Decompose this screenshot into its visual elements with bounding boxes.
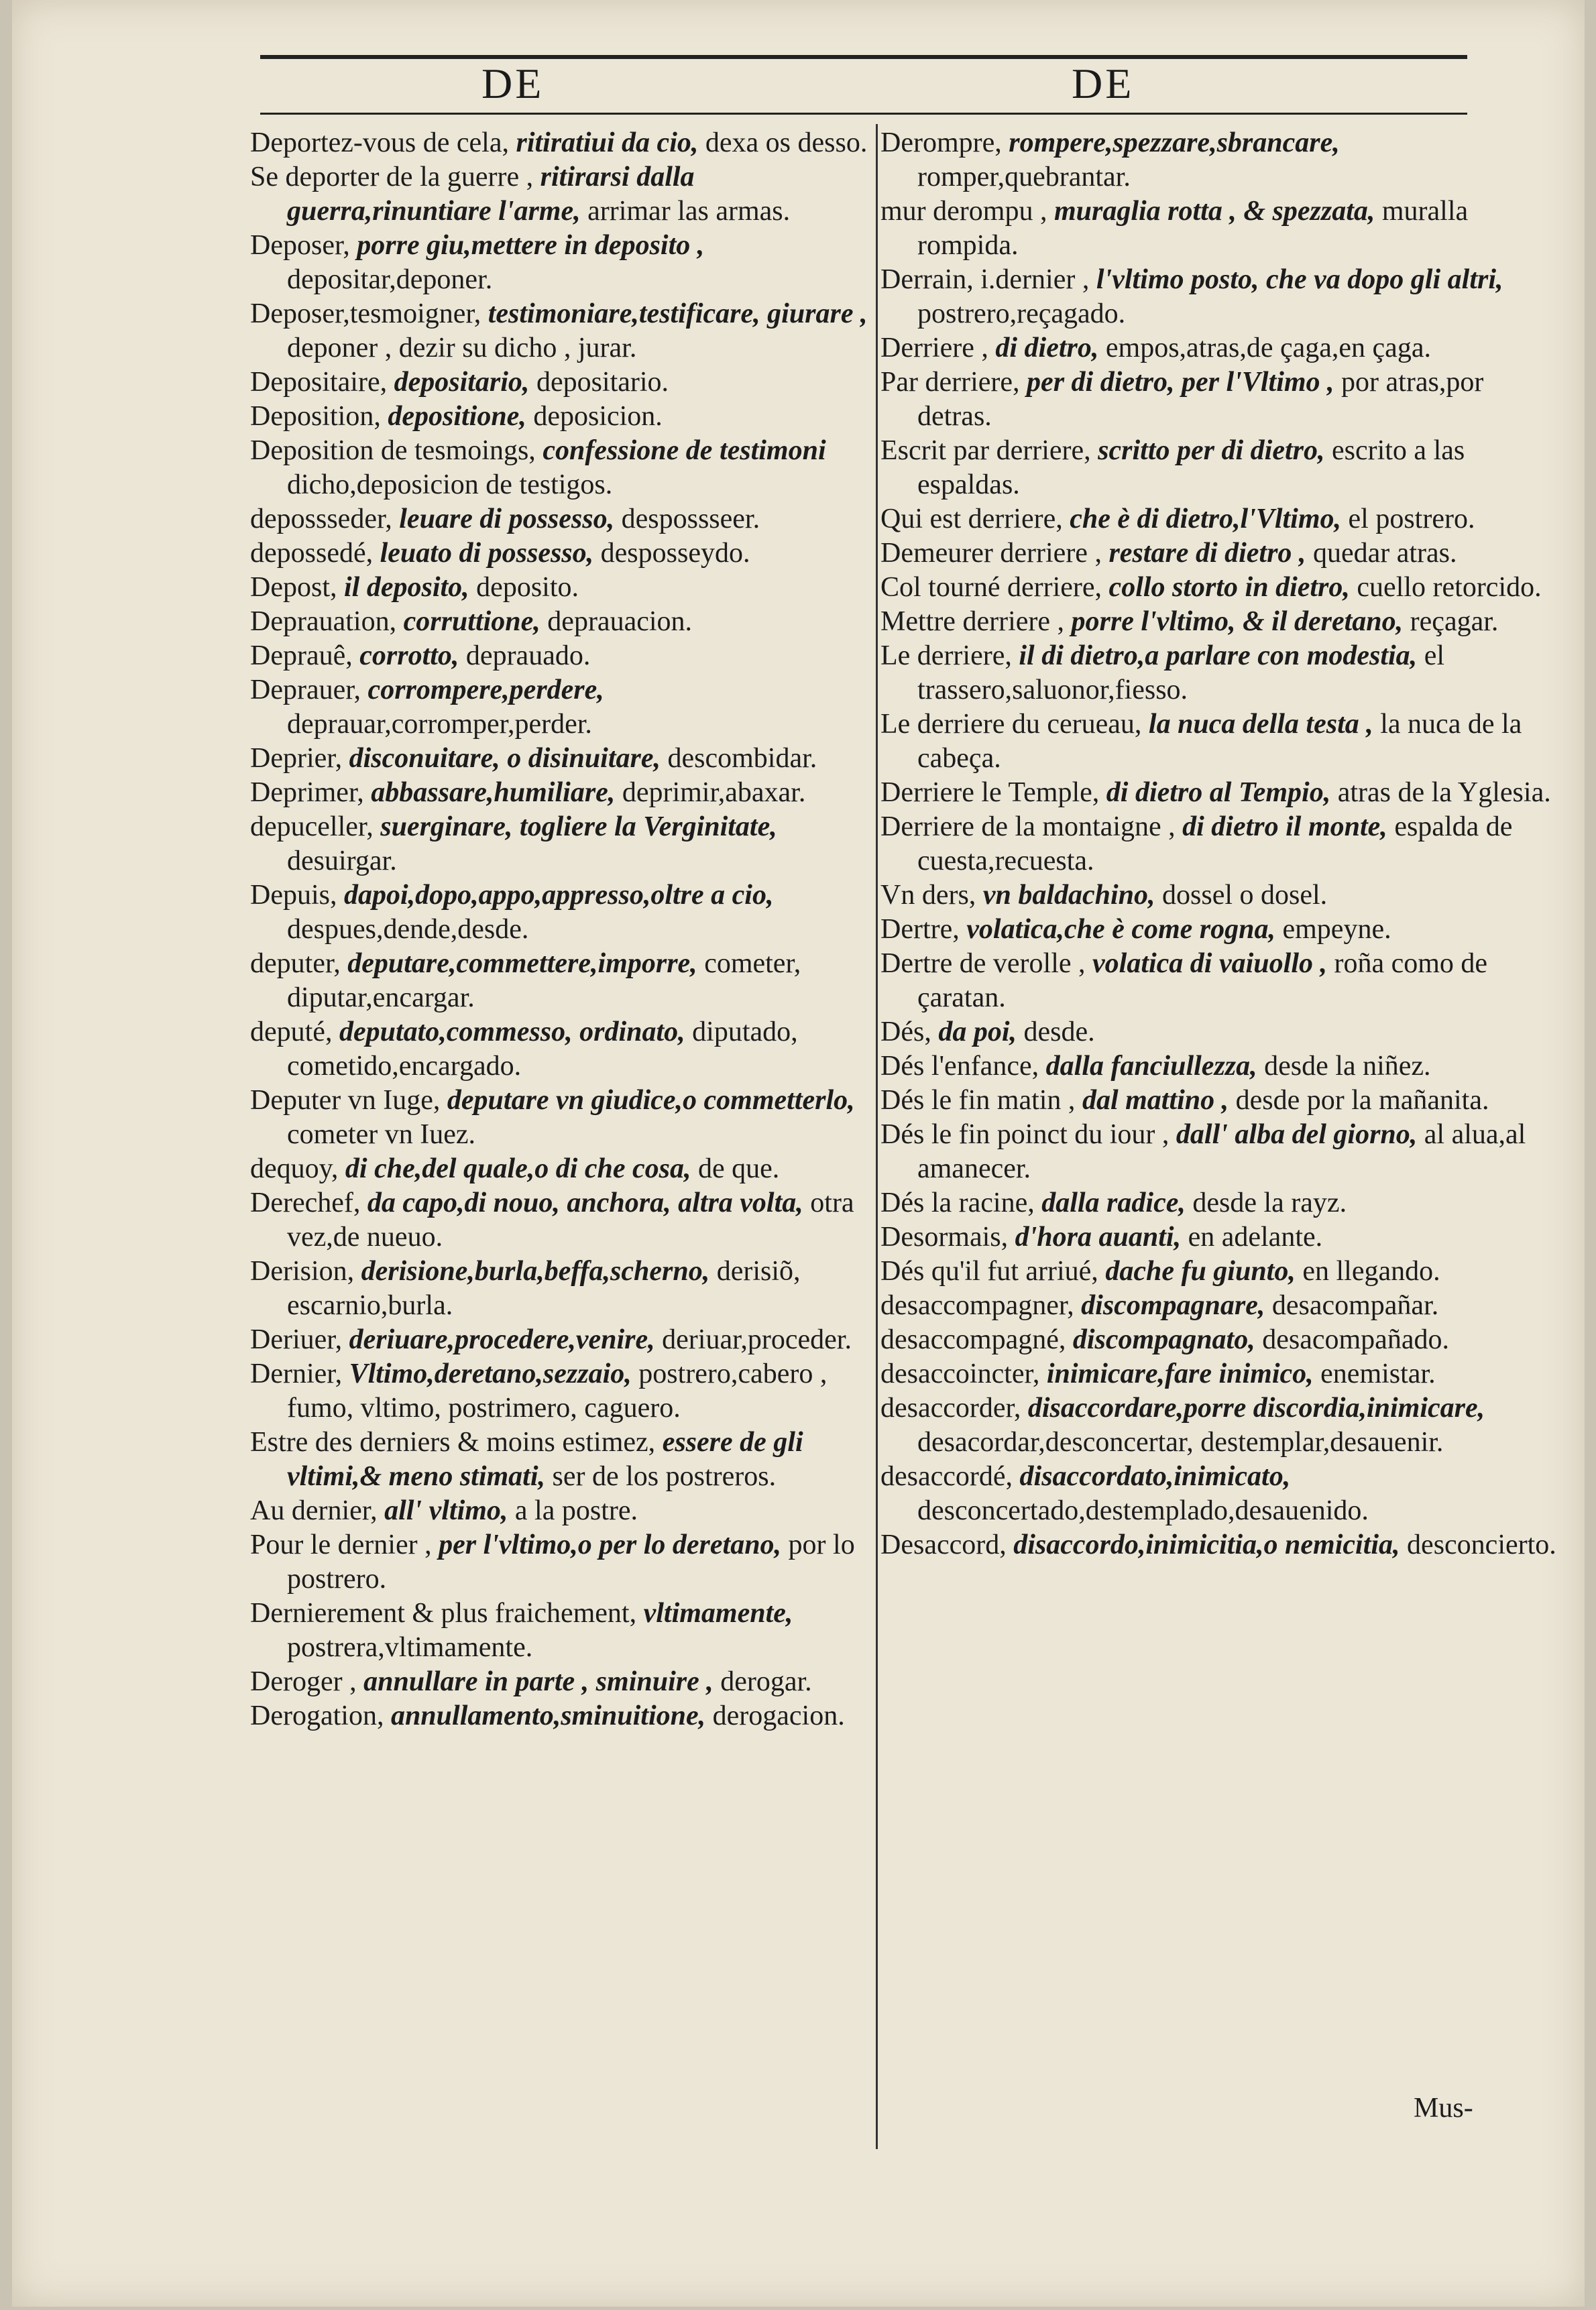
entry-headword: Deposition,	[250, 401, 381, 432]
entry-headword: Dés le fin poinct du iour ,	[880, 1119, 1170, 1150]
entry-spanish: descombidar.	[667, 743, 817, 774]
entry-headword: deputer,	[250, 948, 341, 979]
entry-headword: Col tourné derriere,	[880, 572, 1102, 603]
entry-headword: Dés qu'il fut arriué,	[880, 1256, 1098, 1287]
dictionary-entry	[250, 297, 874, 365]
dictionary-entry	[250, 400, 874, 434]
entry-italian: depositione,	[388, 401, 526, 432]
entry-spanish: en llegando.	[1302, 1256, 1440, 1287]
entry-headword: Deprauation,	[250, 606, 397, 637]
dictionary-entry	[250, 947, 874, 1015]
entry-italian: di dietro il monte,	[1182, 811, 1387, 842]
entry-spanish: cuello retorcido.	[1357, 572, 1542, 603]
dictionary-entry	[880, 1289, 1558, 1323]
entry-spanish: desposseydo.	[600, 538, 750, 569]
left-column	[250, 126, 874, 1733]
dictionary-entry	[880, 1528, 1558, 1562]
entry-italian: dache fu giunto,	[1105, 1256, 1296, 1287]
entry-spanish: deprimir,abaxar.	[622, 777, 806, 808]
dictionary-entry	[250, 1494, 874, 1528]
dictionary-entry	[250, 742, 874, 776]
entry-italian: corrompere,perdere,	[367, 675, 604, 705]
entry-italian: annullare in parte , sminuire ,	[363, 1666, 714, 1697]
entry-headword: Dernier,	[250, 1359, 343, 1389]
entry-headword: dequoy,	[250, 1153, 339, 1184]
entry-italian: volatica di vaiuollo ,	[1092, 948, 1327, 979]
entry-headword: depossedé,	[250, 538, 374, 569]
entry-headword: Dés,	[880, 1017, 931, 1047]
dictionary-entry	[880, 1357, 1558, 1391]
dictionary-entry	[250, 1699, 874, 1733]
entry-spanish: por lo postrero.	[287, 1529, 855, 1595]
dictionary-entry	[880, 1118, 1558, 1186]
entry-italian: disaccordare,porre discordia,inimicare,	[1027, 1393, 1485, 1424]
entry-headword: Derision,	[250, 1256, 355, 1287]
entry-spanish: la nuca de la cabeça.	[917, 709, 1522, 774]
entry-spanish: derogacion.	[712, 1700, 845, 1731]
entry-italian: leuare di possesso,	[399, 504, 615, 534]
entry-italian: rompere,spezzare,sbrancare,	[1009, 127, 1340, 158]
entry-italian: scritto per di dietro,	[1098, 435, 1325, 466]
dictionary-entry	[250, 434, 874, 502]
dictionary-entry	[880, 947, 1558, 1015]
entry-headword: desaccorder,	[880, 1393, 1021, 1424]
entry-italian: ritirarsi dalla guerra,rinuntiare l'arme,	[287, 162, 695, 227]
dictionary-entry	[880, 434, 1558, 502]
dictionary-entry	[880, 707, 1558, 776]
entry-italian: dalla fanciullezza,	[1045, 1051, 1257, 1082]
entry-headword: Dés la racine,	[880, 1188, 1035, 1218]
entry-italian: abbassare,humiliare,	[371, 777, 616, 808]
entry-spanish: a la postre.	[514, 1495, 638, 1526]
dictionary-entry	[880, 1323, 1558, 1357]
dictionary-entry	[880, 1049, 1558, 1084]
entry-spanish: espalda de cuesta,recuesta.	[917, 811, 1513, 876]
entry-headword: Deposer,	[250, 230, 350, 261]
entry-headword: Estre des derniers & moins estimez,	[250, 1427, 656, 1458]
entry-italian: deriuare,procedere,venire,	[349, 1324, 655, 1355]
dictionary-entry	[880, 536, 1558, 571]
entry-italian: disconuitare, o disinuitare,	[349, 743, 661, 774]
entry-italian: restare di dietro ,	[1108, 538, 1306, 569]
entry-spanish: derisiõ, escarnio,burla.	[287, 1256, 801, 1321]
entry-headword: desaccoincter,	[880, 1359, 1040, 1389]
entry-spanish: postrera,vltimamente.	[287, 1632, 533, 1663]
entry-headword: Derriere de la montaigne ,	[880, 811, 1176, 842]
entry-headword: Depost,	[250, 572, 337, 603]
entry-headword: depossseder,	[250, 504, 392, 534]
entry-italian: di dietro al Tempio,	[1106, 777, 1331, 808]
entry-headword: deputé,	[250, 1017, 333, 1047]
entry-headword: Dés le fin matin ,	[880, 1085, 1076, 1116]
entry-headword: Le derriere du cerueau,	[880, 709, 1142, 740]
entry-italian: dapoi,dopo,appo,appresso,oltre a cio,	[344, 880, 774, 911]
entry-spanish: deprauado.	[465, 640, 591, 671]
entry-italian: ritiratiui da cio,	[516, 127, 699, 158]
entry-italian: per l'vltimo,o per lo deretano,	[439, 1529, 782, 1560]
entry-spanish: derogar.	[720, 1666, 812, 1697]
entry-spanish: el postrero.	[1348, 504, 1475, 534]
dictionary-entry	[250, 1084, 874, 1152]
entry-spanish: de que.	[698, 1153, 780, 1184]
entry-italian: il di dietro,a parlare con modestia,	[1019, 640, 1418, 671]
dictionary-entry	[880, 571, 1558, 605]
dictionary-entry	[880, 878, 1558, 913]
dictionary-entry	[250, 673, 874, 742]
entry-headword: Dernierement & plus fraichement,	[250, 1598, 637, 1629]
entry-headword: mur derompu ,	[880, 196, 1047, 227]
entry-spanish: postrero,cabero , fumo, vltimo, postrimero, caguero.	[287, 1359, 828, 1424]
entry-headword: Derechef,	[250, 1188, 361, 1218]
entry-spanish: el trassero,saluonor,fiesso.	[917, 640, 1444, 705]
dictionary-entry	[250, 639, 874, 673]
entry-italian: la nuca della testa ,	[1148, 709, 1373, 740]
entry-italian: corrotto,	[359, 640, 459, 671]
dictionary-entry	[250, 605, 874, 639]
entry-headword: Desaccord,	[880, 1529, 1007, 1560]
entry-headword: Derrain, i.dernier ,	[880, 264, 1090, 295]
entry-italian: disaccordato,inimicato,	[1019, 1461, 1291, 1492]
entry-headword: Depuis,	[250, 880, 337, 911]
entry-headword: Deposer,tesmoigner,	[250, 298, 481, 329]
entry-italian: suerginare, togliere la Verginitate,	[380, 811, 777, 842]
entry-spanish: cometer vn Iuez.	[287, 1119, 476, 1150]
entry-italian: di che,del quale,o di che cosa,	[345, 1153, 691, 1184]
entry-spanish: roña como de çaratan.	[917, 948, 1488, 1013]
entry-italian: l'vltimo posto, che va dopo gli altri,	[1096, 264, 1503, 295]
entry-italian: deputare vn giudice,o commetterlo,	[447, 1085, 855, 1116]
dictionary-entry	[880, 126, 1558, 194]
entry-italian: vltimamente,	[643, 1598, 793, 1629]
entry-italian: inimicare,fare inimico,	[1046, 1359, 1314, 1389]
header-rule	[260, 113, 1467, 115]
entry-spanish: desde por la mañanita.	[1235, 1085, 1489, 1116]
entry-spanish: deposito.	[476, 572, 579, 603]
entry-spanish: diputado, cometido,encargado.	[287, 1017, 798, 1082]
top-rule	[260, 55, 1467, 59]
entry-italian: corruttione,	[403, 606, 540, 637]
entry-spanish: deposicion.	[533, 401, 663, 432]
entry-headword: Le derriere,	[880, 640, 1012, 671]
entry-italian: all' vltimo,	[384, 1495, 508, 1526]
entry-spanish: depositario.	[536, 367, 669, 398]
entry-italian: per di dietro, per l'Vltimo ,	[1027, 367, 1334, 398]
entry-spanish: ser de los postreros.	[552, 1461, 777, 1492]
entry-headword: Deprier,	[250, 743, 343, 774]
entry-italian: deputare,commettere,imporre,	[347, 948, 697, 979]
dictionary-entry	[250, 365, 874, 400]
dictionary-entry	[880, 1255, 1558, 1289]
dictionary-entry	[880, 1084, 1558, 1118]
entry-italian: disaccordo,inimicitia,o nemicitia,	[1013, 1529, 1400, 1560]
dictionary-entry	[250, 1597, 874, 1665]
dictionary-entry	[880, 1220, 1558, 1255]
entry-headword: Deriuer,	[250, 1324, 343, 1355]
entry-spanish: desacordar,desconcertar, destemplar,desauenir.	[917, 1427, 1444, 1458]
dictionary-entry	[250, 1528, 874, 1597]
entry-spanish: despues,dende,desde.	[287, 914, 529, 945]
dictionary-entry	[250, 1665, 874, 1699]
dictionary-entry	[880, 1186, 1558, 1220]
entry-headword: Deposition de tesmoings,	[250, 435, 536, 466]
entry-spanish: en adelante.	[1188, 1222, 1323, 1253]
entry-spanish: depositar,deponer.	[287, 264, 493, 295]
dictionary-entry	[250, 1186, 874, 1255]
entry-italian: porre giu,mettere in deposito ,	[357, 230, 705, 261]
entry-headword: Deportez-vous de cela,	[250, 127, 509, 158]
entry-spanish: dossel o dosel.	[1162, 880, 1328, 911]
entry-spanish: al alua,al amanecer.	[917, 1119, 1526, 1184]
entry-headword: depuceller,	[250, 811, 374, 842]
dictionary-entry	[880, 776, 1558, 810]
dictionary-entry	[250, 1426, 874, 1494]
entry-italian: deputato,commesso, ordinato,	[339, 1017, 685, 1047]
dictionary-entry	[880, 502, 1558, 536]
entry-italian: porre l'vltimo, & il deretano,	[1071, 606, 1404, 637]
dictionary-entry	[250, 502, 874, 536]
dictionary-entry	[880, 913, 1558, 947]
dictionary-entry	[880, 810, 1558, 878]
entry-spanish: desconcierto.	[1407, 1529, 1556, 1560]
entry-spanish: cometer, diputar,encargar.	[287, 948, 801, 1013]
entry-headword: Escrit par derriere,	[880, 435, 1091, 466]
entry-italian: confessione de testimoni	[543, 435, 826, 466]
entry-italian: il deposito,	[344, 572, 469, 603]
dictionary-entry	[250, 536, 874, 571]
entry-spanish: despossseer.	[621, 504, 760, 534]
entry-italian: da capo,di nouo, anchora, altra volta,	[367, 1188, 803, 1218]
entry-headword: Derompre,	[880, 127, 1002, 158]
entry-headword: Deprauer,	[250, 675, 361, 705]
entry-italian: dal mattino ,	[1082, 1085, 1229, 1116]
dictionary-entry	[880, 1391, 1558, 1460]
dictionary-entry	[880, 605, 1558, 639]
dictionary-entry	[250, 1323, 874, 1357]
running-head-left: DE	[481, 60, 545, 107]
entry-headword: Depositaire,	[250, 367, 388, 398]
entry-headword: Qui est derriere,	[880, 504, 1063, 534]
entry-spanish: escrito a las espaldas.	[917, 435, 1465, 500]
entry-headword: Deputer vn Iuge,	[250, 1085, 441, 1116]
entry-headword: Dés l'enfance,	[880, 1051, 1039, 1082]
entry-italian: collo storto in dietro,	[1108, 572, 1350, 603]
entry-headword: Deroger ,	[250, 1666, 357, 1697]
dictionary-entry	[250, 229, 874, 297]
entry-headword: Derriere ,	[880, 333, 988, 363]
right-column	[880, 126, 1558, 1562]
entry-italian: derisione,burla,beffa,scherno,	[361, 1256, 710, 1287]
entry-italian: discompagnato,	[1072, 1324, 1255, 1355]
entry-spanish: quedar atras.	[1312, 538, 1457, 569]
entry-spanish: deponer , dezir su dicho , jurar.	[287, 333, 637, 363]
entry-spanish: postrero,reçagado.	[917, 298, 1126, 329]
dictionary-entry	[250, 126, 874, 160]
entry-italian: muraglia rotta , & spezzata,	[1053, 196, 1375, 227]
entry-spanish: desde.	[1023, 1017, 1095, 1047]
entry-headword: Au dernier,	[250, 1495, 378, 1526]
entry-italian: di dietro,	[995, 333, 1099, 363]
entry-headword: Derogation,	[250, 1700, 384, 1731]
entry-italian: da poi,	[938, 1017, 1017, 1047]
entry-headword: desaccordé,	[880, 1461, 1013, 1492]
entry-spanish: desuirgar.	[287, 846, 397, 876]
entry-italian: essere de gli vltimi,& meno stimati,	[287, 1427, 803, 1492]
running-head-right: DE	[1072, 60, 1135, 107]
entry-headword: Dertre,	[880, 914, 960, 945]
dictionary-entry	[250, 810, 874, 878]
entry-italian: vn baldachino,	[982, 880, 1155, 911]
entry-spanish: romper,quebrantar.	[917, 162, 1131, 192]
entry-spanish: empos,atras,de çaga,en çaga.	[1105, 333, 1431, 363]
entry-headword: Se deporter de la guerre ,	[250, 162, 534, 192]
dictionary-entry	[880, 331, 1558, 365]
entry-spanish: deprauacion.	[547, 606, 693, 637]
dictionary-entry	[250, 776, 874, 810]
entry-headword: Deprimer,	[250, 777, 364, 808]
entry-headword: Pour le dernier ,	[250, 1529, 432, 1560]
entry-spanish: atras de la Yglesia.	[1337, 777, 1551, 808]
entry-spanish: deprauar,corromper,perder.	[287, 709, 592, 740]
entry-spanish: dexa os desso.	[705, 127, 868, 158]
entry-spanish: desconcertado,destemplado,desauenido.	[917, 1495, 1369, 1526]
entry-spanish: reçagar.	[1410, 606, 1499, 637]
entry-spanish: empeyne.	[1282, 914, 1391, 945]
entry-italian: annullamento,sminuitione,	[390, 1700, 706, 1731]
entry-spanish: desacompañar.	[1271, 1290, 1439, 1321]
book-page	[12, 0, 1585, 2307]
entry-spanish: arrimar las armas.	[587, 196, 791, 227]
entry-italian: Vltimo,deretano,sezzaio,	[349, 1359, 632, 1389]
dictionary-entry	[250, 160, 874, 229]
entry-spanish: desde la niñez.	[1264, 1051, 1431, 1082]
dictionary-entry	[880, 194, 1558, 263]
entry-headword: Mettre derriere ,	[880, 606, 1065, 637]
entry-spanish: dicho,deposicion de testigos.	[287, 469, 613, 500]
dictionary-entry	[250, 571, 874, 605]
entry-italian: leuato di possesso,	[380, 538, 594, 569]
entry-italian: depositario,	[394, 367, 530, 398]
entry-italian: che è di dietro,l'Vltimo,	[1070, 504, 1342, 534]
entry-headword: Par derriere,	[880, 367, 1020, 398]
entry-headword: Dertre de verolle ,	[880, 948, 1086, 979]
entry-headword: Vn ders,	[880, 880, 976, 911]
entry-spanish: enemistar.	[1320, 1359, 1436, 1389]
entry-spanish: por atras,por detras.	[917, 367, 1484, 432]
entry-italian: discompagnare,	[1081, 1290, 1265, 1321]
dictionary-entry	[880, 639, 1558, 707]
entry-spanish: deriuar,proceder.	[662, 1324, 852, 1355]
dictionary-entry	[250, 1357, 874, 1426]
catchword: Mus-	[1414, 2093, 1473, 2124]
dictionary-entry	[880, 1015, 1558, 1049]
entry-spanish: desde la rayz.	[1192, 1188, 1347, 1218]
entry-headword: Derriere le Temple,	[880, 777, 1100, 808]
entry-italian: dalla radice,	[1041, 1188, 1186, 1218]
entry-headword: desaccompagner,	[880, 1290, 1074, 1321]
entry-headword: Desormais,	[880, 1222, 1009, 1253]
dictionary-entry	[880, 263, 1558, 331]
dictionary-entry	[880, 365, 1558, 434]
entry-spanish: otra vez,de nueuo.	[287, 1188, 854, 1253]
entry-italian: d'hora auanti,	[1015, 1222, 1182, 1253]
entry-italian: dall' alba del giorno,	[1176, 1119, 1418, 1150]
dictionary-entry	[880, 1460, 1558, 1528]
entry-spanish: muralla rompida.	[917, 196, 1469, 261]
dictionary-entry	[250, 1015, 874, 1084]
dictionary-entry	[250, 1152, 874, 1186]
dictionary-entry	[250, 878, 874, 947]
entry-headword: Deprauê,	[250, 640, 353, 671]
column-divider	[876, 124, 878, 2149]
entry-italian: volatica,che è come rogna,	[966, 914, 1275, 945]
dictionary-entry	[250, 1255, 874, 1323]
entry-headword: desaccompagné,	[880, 1324, 1066, 1355]
entry-spanish: desacompañado.	[1262, 1324, 1449, 1355]
entry-headword: Demeurer derriere ,	[880, 538, 1102, 569]
entry-italian: testimoniare,testificare, giurare ,	[488, 298, 868, 329]
